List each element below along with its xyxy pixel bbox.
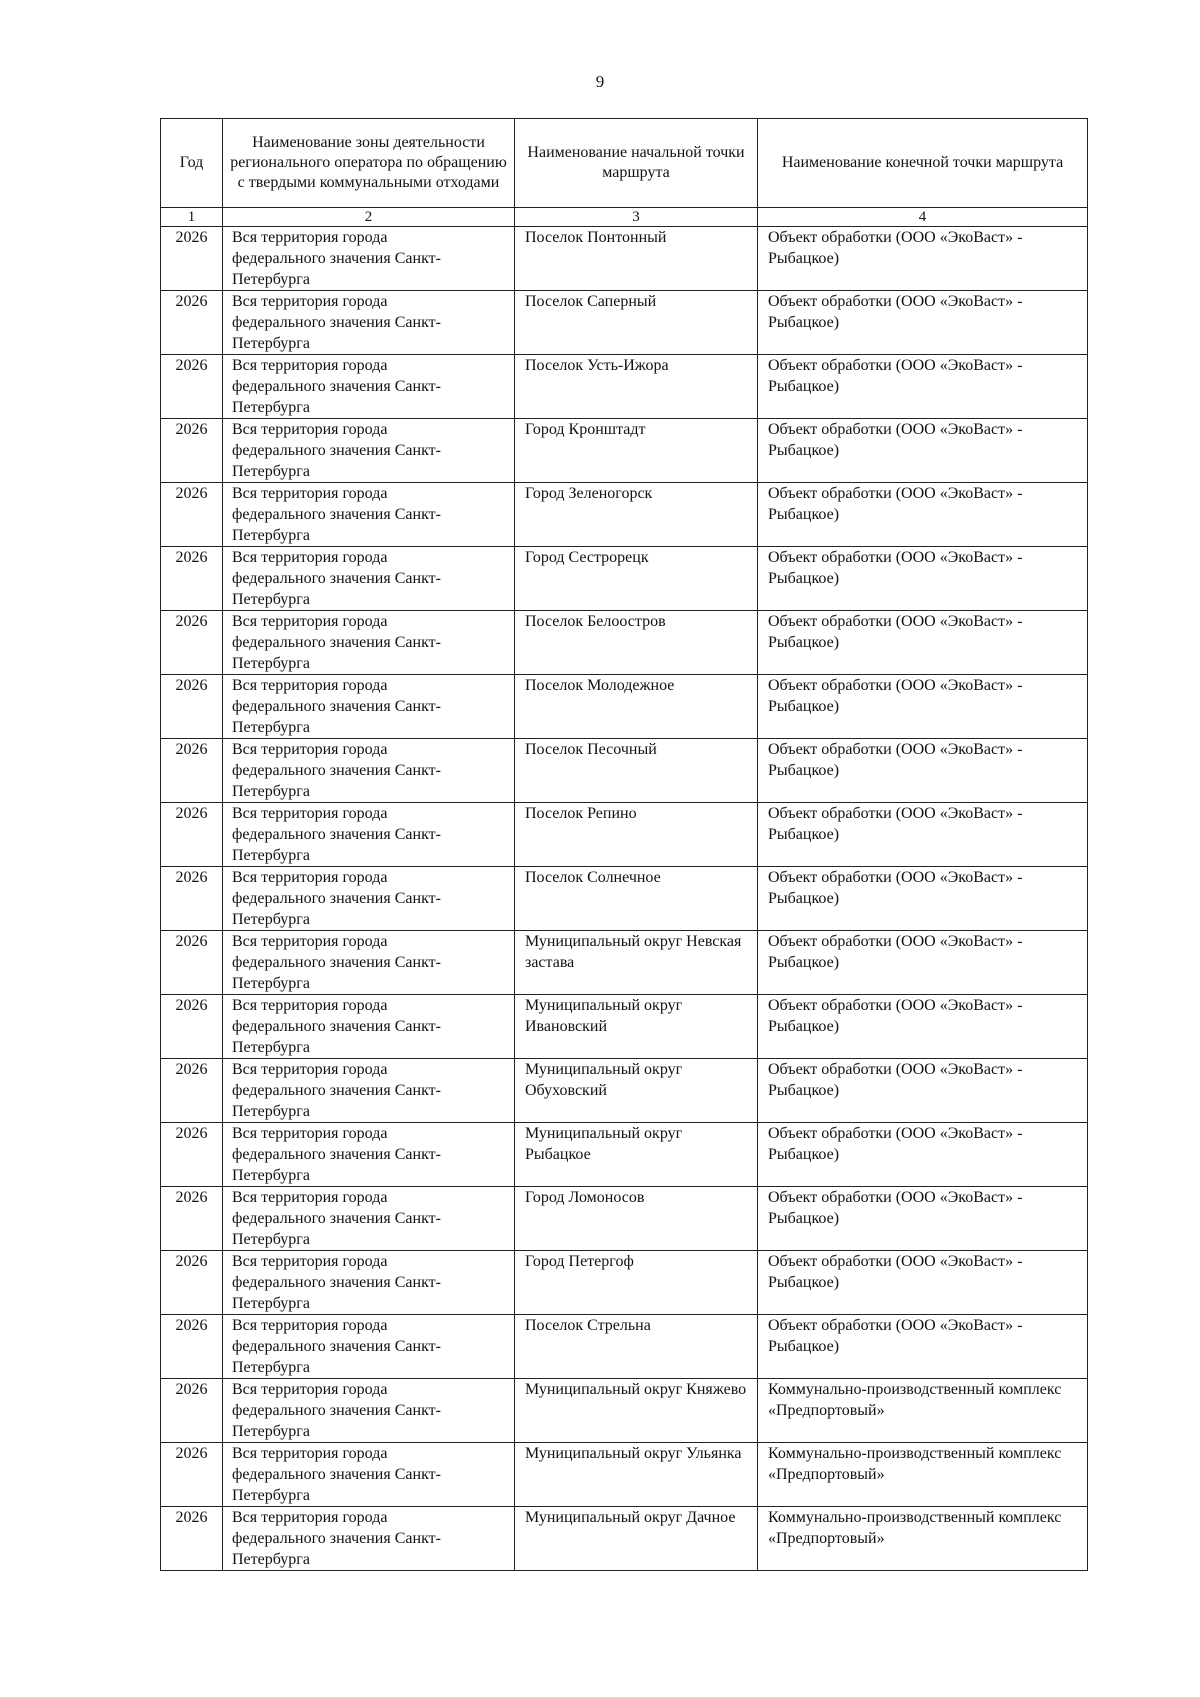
cell-year: 2026 <box>161 1443 223 1507</box>
cell-zone: Вся территория города федерального значения Санкт-Петербурга <box>223 611 515 675</box>
cell-start-point: Поселок Усть-Ижора <box>515 355 758 419</box>
cell-start-point: Муниципальный округ Рыбацкое <box>515 1123 758 1187</box>
cell-year: 2026 <box>161 867 223 931</box>
table-row <box>161 995 1088 1059</box>
cell-year: 2026 <box>161 611 223 675</box>
cell-end-point: Коммунально-производственный комплекс «Предпортовый» <box>758 1507 1088 1571</box>
cell-zone: Вся территория города федерального значения Санкт-Петербурга <box>223 1507 515 1571</box>
header-row <box>161 119 1088 208</box>
cell-start-point: Город Сестрорецк <box>515 547 758 611</box>
cell-year: 2026 <box>161 1059 223 1123</box>
cell-start-point: Город Зеленогорск <box>515 483 758 547</box>
cell-end-point: Объект обработки (ООО «ЭкоВаст» - Рыбацкое) <box>758 867 1088 931</box>
table-row <box>161 483 1088 547</box>
cell-year: 2026 <box>161 355 223 419</box>
cell-end-point: Объект обработки (ООО «ЭкоВаст» - Рыбацкое) <box>758 803 1088 867</box>
column-number: 2 <box>223 208 515 227</box>
cell-zone: Вся территория города федерального значения Санкт-Петербурга <box>223 419 515 483</box>
cell-zone: Вся территория города федерального значения Санкт-Петербурга <box>223 483 515 547</box>
cell-start-point: Муниципальный округ Дачное <box>515 1507 758 1571</box>
cell-end-point: Объект обработки (ООО «ЭкоВаст» - Рыбацкое) <box>758 611 1088 675</box>
table-row <box>161 547 1088 611</box>
cell-end-point: Объект обработки (ООО «ЭкоВаст» - Рыбацкое) <box>758 483 1088 547</box>
cell-start-point: Поселок Саперный <box>515 291 758 355</box>
cell-end-point: Объект обработки (ООО «ЭкоВаст» - Рыбацкое) <box>758 675 1088 739</box>
cell-start-point: Город Петергоф <box>515 1251 758 1315</box>
cell-year: 2026 <box>161 547 223 611</box>
cell-start-point: Поселок Песочный <box>515 739 758 803</box>
table-row <box>161 355 1088 419</box>
header-end-point: Наименование конечной точки маршрута <box>758 119 1088 208</box>
cell-year: 2026 <box>161 291 223 355</box>
cell-year: 2026 <box>161 1507 223 1571</box>
cell-zone: Вся территория города федерального значения Санкт-Петербурга <box>223 995 515 1059</box>
cell-year: 2026 <box>161 1379 223 1443</box>
table-row <box>161 1443 1088 1507</box>
cell-start-point: Поселок Молодежное <box>515 675 758 739</box>
cell-zone: Вся территория города федерального значения Санкт-Петербурга <box>223 1251 515 1315</box>
cell-year: 2026 <box>161 931 223 995</box>
cell-zone: Вся территория города федерального значения Санкт-Петербурга <box>223 1379 515 1443</box>
table-row <box>161 419 1088 483</box>
column-number: 3 <box>515 208 758 227</box>
cell-year: 2026 <box>161 675 223 739</box>
cell-start-point: Муниципальный округ Обуховский <box>515 1059 758 1123</box>
cell-start-point: Город Ломоносов <box>515 1187 758 1251</box>
cell-start-point: Поселок Стрельна <box>515 1315 758 1379</box>
table-row <box>161 867 1088 931</box>
table-row <box>161 227 1088 291</box>
cell-zone: Вся территория города федерального значения Санкт-Петербурга <box>223 547 515 611</box>
cell-end-point: Объект обработки (ООО «ЭкоВаст» - Рыбацкое) <box>758 227 1088 291</box>
table-row <box>161 611 1088 675</box>
cell-zone: Вся территория города федерального значения Санкт-Петербурга <box>223 675 515 739</box>
cell-end-point: Объект обработки (ООО «ЭкоВаст» - Рыбацкое) <box>758 1123 1088 1187</box>
cell-start-point: Муниципальный округ Невская застава <box>515 931 758 995</box>
cell-year: 2026 <box>161 739 223 803</box>
table-row <box>161 1059 1088 1123</box>
cell-end-point: Объект обработки (ООО «ЭкоВаст» - Рыбацкое) <box>758 1059 1088 1123</box>
table-body <box>161 227 1088 1571</box>
cell-year: 2026 <box>161 1251 223 1315</box>
cell-zone: Вся территория города федерального значения Санкт-Петербурга <box>223 931 515 995</box>
table-row <box>161 291 1088 355</box>
cell-year: 2026 <box>161 483 223 547</box>
cell-zone: Вся территория города федерального значения Санкт-Петербурга <box>223 1315 515 1379</box>
header-zone: Наименование зоны деятельности регионального оператора по обращению с твердыми коммунальными отходами <box>223 119 515 208</box>
cell-end-point: Коммунально-производственный комплекс «Предпортовый» <box>758 1443 1088 1507</box>
page-number: 9 <box>595 72 605 91</box>
cell-end-point: Коммунально-производственный комплекс «Предпортовый» <box>758 1379 1088 1443</box>
table-row <box>161 1507 1088 1571</box>
table-row <box>161 803 1088 867</box>
cell-start-point: Поселок Репино <box>515 803 758 867</box>
table-row <box>161 1315 1088 1379</box>
cell-end-point: Объект обработки (ООО «ЭкоВаст» - Рыбацкое) <box>758 547 1088 611</box>
cell-start-point: Город Кронштадт <box>515 419 758 483</box>
cell-year: 2026 <box>161 419 223 483</box>
cell-start-point: Муниципальный округ Княжево <box>515 1379 758 1443</box>
cell-zone: Вся территория города федерального значения Санкт-Петербурга <box>223 291 515 355</box>
cell-year: 2026 <box>161 1123 223 1187</box>
table-row <box>161 739 1088 803</box>
cell-end-point: Объект обработки (ООО «ЭкоВаст» - Рыбацкое) <box>758 355 1088 419</box>
cell-zone: Вся территория города федерального значения Санкт-Петербурга <box>223 1123 515 1187</box>
cell-end-point: Объект обработки (ООО «ЭкоВаст» - Рыбацкое) <box>758 995 1088 1059</box>
cell-zone: Вся территория города федерального значения Санкт-Петербурга <box>223 1187 515 1251</box>
cell-zone: Вся территория города федерального значения Санкт-Петербурга <box>223 739 515 803</box>
cell-end-point: Объект обработки (ООО «ЭкоВаст» - Рыбацкое) <box>758 1315 1088 1379</box>
column-number-row <box>161 208 1088 227</box>
table-row <box>161 1123 1088 1187</box>
table-row <box>161 1379 1088 1443</box>
cell-end-point: Объект обработки (ООО «ЭкоВаст» - Рыбацкое) <box>758 1251 1088 1315</box>
cell-end-point: Объект обработки (ООО «ЭкоВаст» - Рыбацкое) <box>758 1187 1088 1251</box>
table-row <box>161 1187 1088 1251</box>
table-row <box>161 931 1088 995</box>
cell-year: 2026 <box>161 227 223 291</box>
cell-zone: Вся территория города федерального значения Санкт-Петербурга <box>223 803 515 867</box>
cell-year: 2026 <box>161 803 223 867</box>
cell-zone: Вся территория города федерального значения Санкт-Петербурга <box>223 1059 515 1123</box>
cell-year: 2026 <box>161 995 223 1059</box>
header-year: Год <box>161 119 223 208</box>
column-number: 4 <box>758 208 1088 227</box>
cell-year: 2026 <box>161 1187 223 1251</box>
cell-zone: Вся территория города федерального значения Санкт-Петербурга <box>223 1443 515 1507</box>
cell-start-point: Поселок Понтонный <box>515 227 758 291</box>
cell-zone: Вся территория города федерального значения Санкт-Петербурга <box>223 867 515 931</box>
routes-table <box>160 118 1088 1571</box>
cell-start-point: Муниципальный округ Ульянка <box>515 1443 758 1507</box>
cell-end-point: Объект обработки (ООО «ЭкоВаст» - Рыбацкое) <box>758 739 1088 803</box>
column-number: 1 <box>161 208 223 227</box>
cell-end-point: Объект обработки (ООО «ЭкоВаст» - Рыбацкое) <box>758 931 1088 995</box>
cell-start-point: Муниципальный округ Ивановский <box>515 995 758 1059</box>
header-start-point: Наименование начальной точки маршрута <box>515 119 758 208</box>
table-row <box>161 675 1088 739</box>
cell-end-point: Объект обработки (ООО «ЭкоВаст» - Рыбацкое) <box>758 419 1088 483</box>
cell-start-point: Поселок Белоостров <box>515 611 758 675</box>
cell-end-point: Объект обработки (ООО «ЭкоВаст» - Рыбацкое) <box>758 291 1088 355</box>
cell-zone: Вся территория города федерального значения Санкт-Петербурга <box>223 355 515 419</box>
cell-zone: Вся территория города федерального значения Санкт-Петербурга <box>223 227 515 291</box>
cell-start-point: Поселок Солнечное <box>515 867 758 931</box>
table-row <box>161 1251 1088 1315</box>
cell-year: 2026 <box>161 1315 223 1379</box>
